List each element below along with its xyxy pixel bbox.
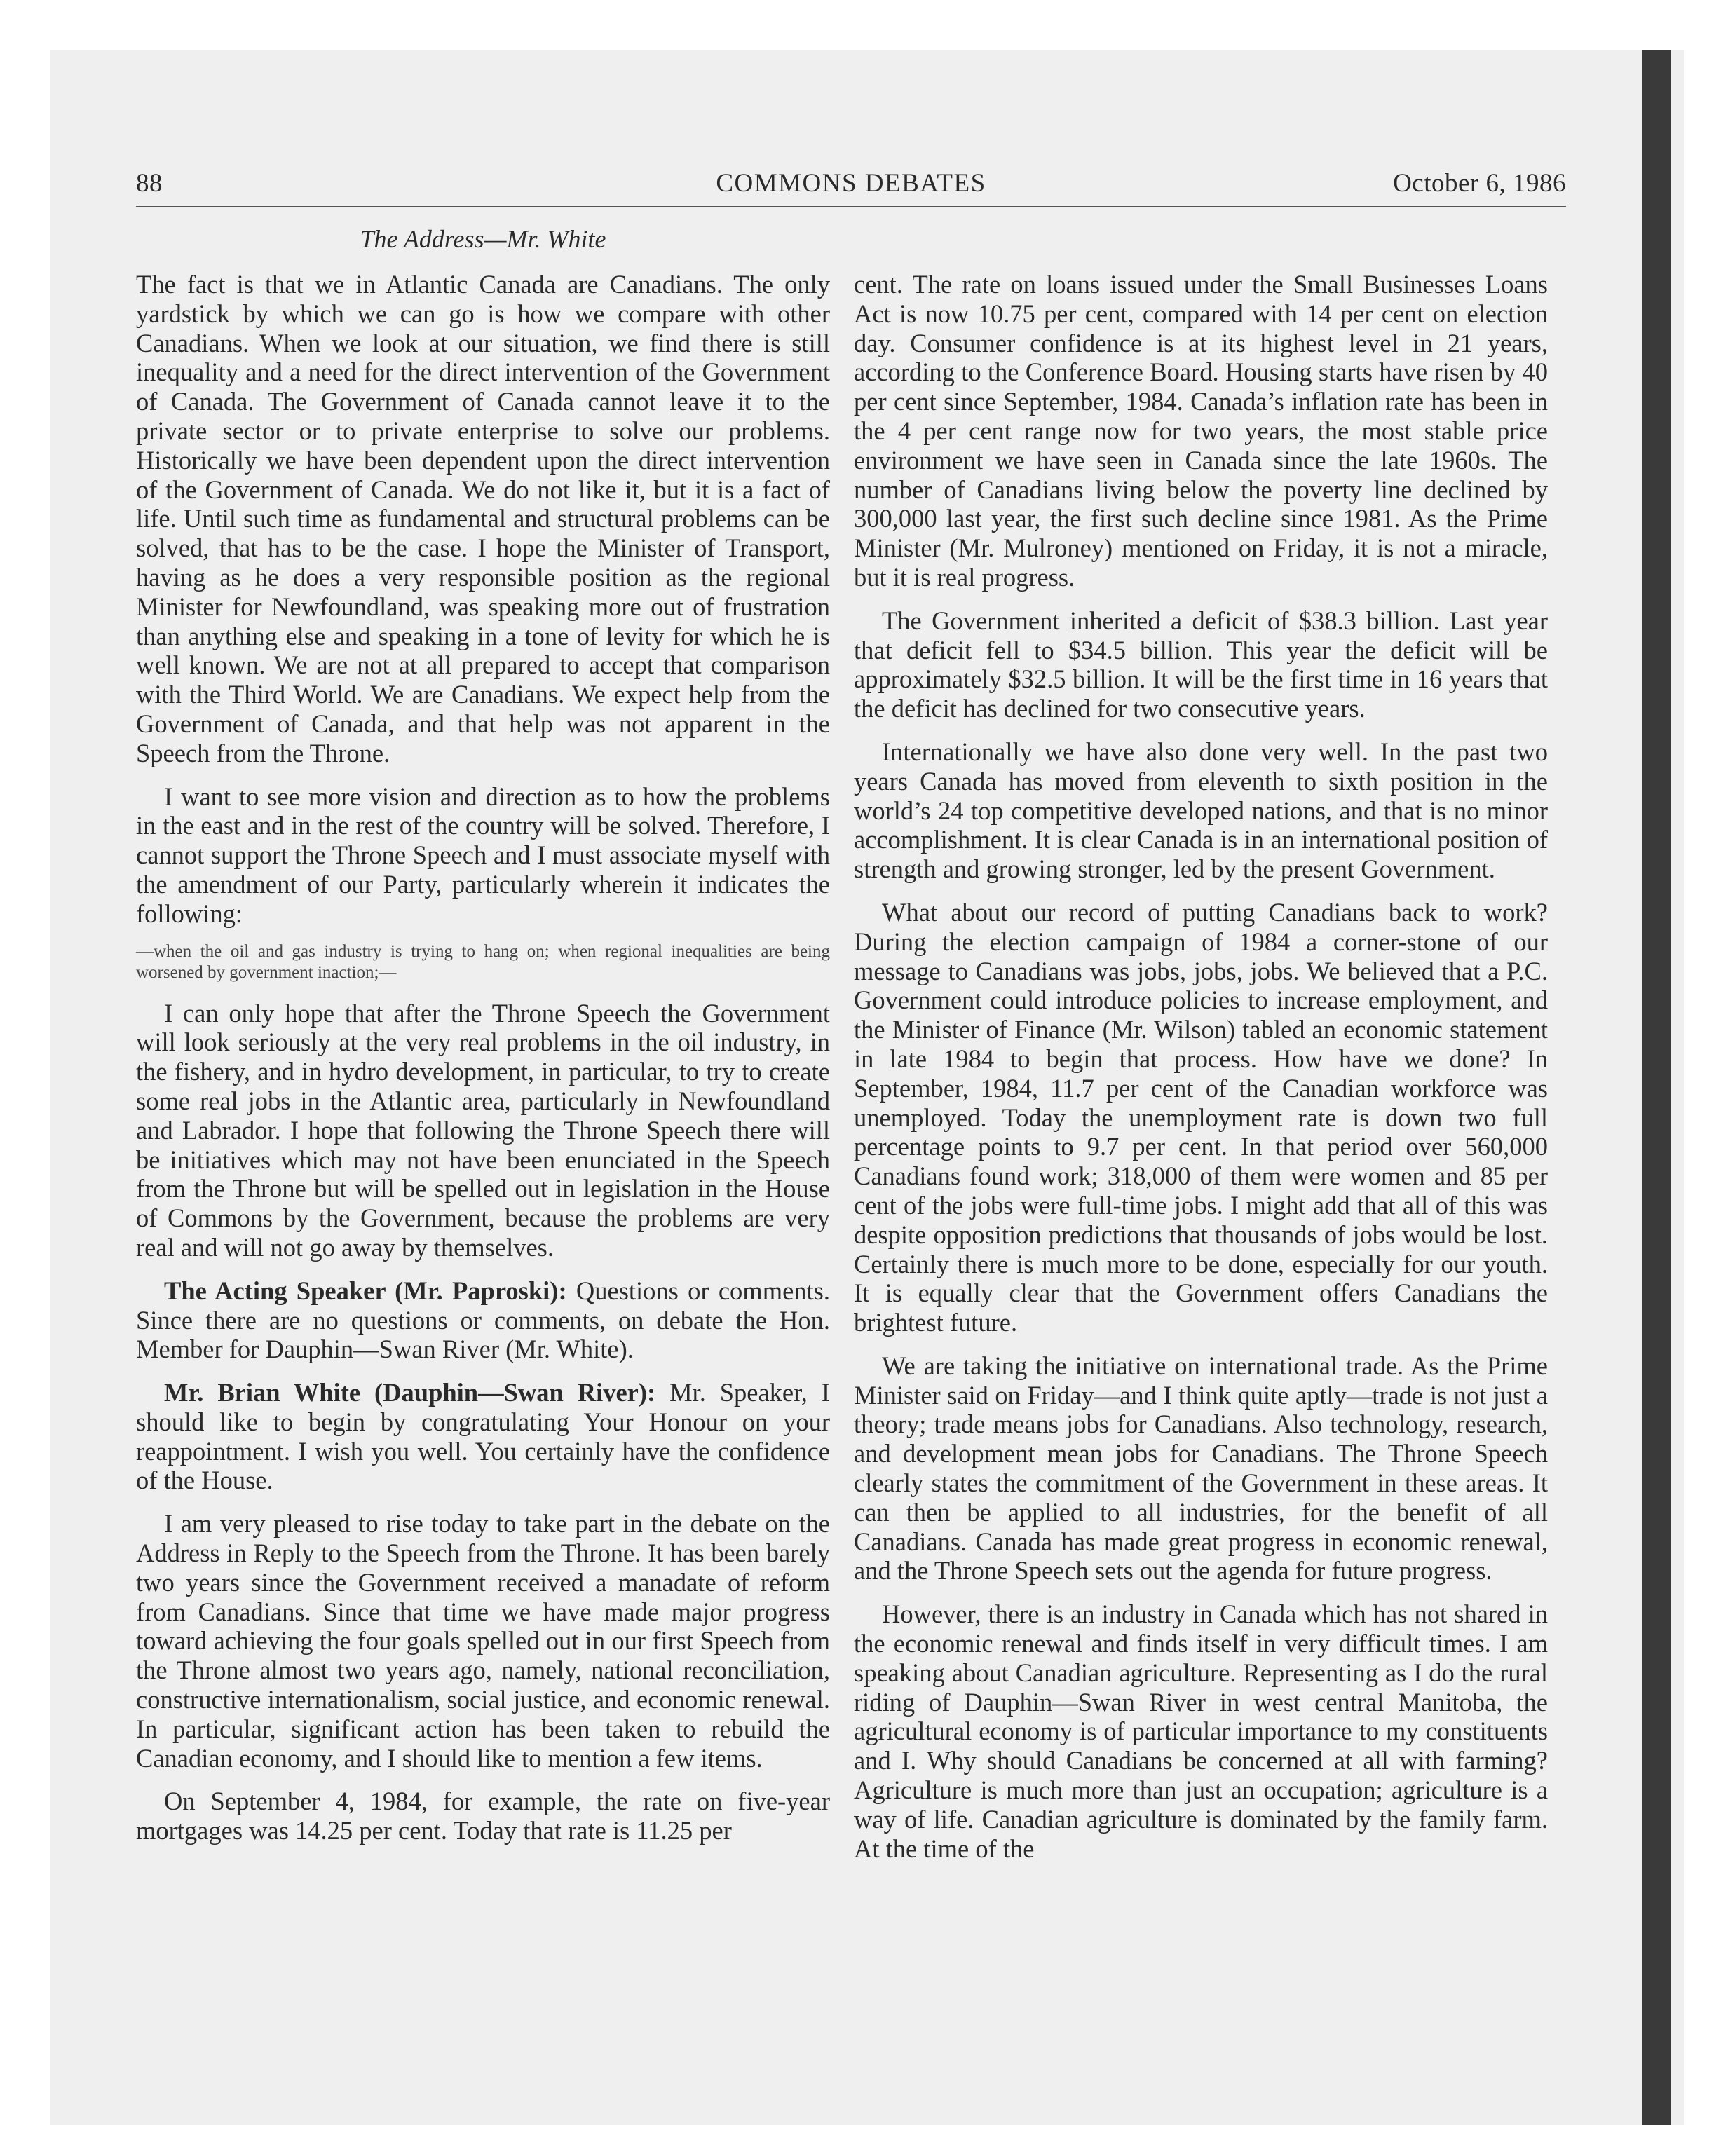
paragraph: I can only hope that after the Throne Speech the Government will look seriously at the very real problems in the oil industry, in the fishery, and in hydro development, in particular, to try to create some real jobs in the Atlantic area, particularly in Newfoundland and Labrador. I hope that following the Throne Speech there will be initiatives which may not have been enunciated in the Speech from the Throne but will be spelled out in legislation in the House of Commons by the Government, because the problems are very real and will not go away by themselves.: [136, 998, 830, 1262]
paragraph: I want to see more vision and direction as to how the problems in the east and in the rest of the country will be solved. Therefore, I cannot support the Throne Speech and I must associate myself with the amendment of our Party, particularly wherein it indicates the following:: [136, 782, 830, 928]
quoted-amendment: —when the oil and gas industry is trying to hang on; when regional inequalities are being worsened by government inaction;—: [136, 941, 830, 982]
scan-edge-shadow: [1642, 50, 1671, 2125]
publication-title: COMMONS DEBATES: [716, 169, 986, 198]
paragraph: On September 4, 1984, for example, the rate on five-year mortgages was 14.25 per cent. Today that rate is 11.25 per: [136, 1787, 830, 1845]
left-column: [136, 270, 830, 1860]
speech-text: Mr. Speaker, I should like to begin by congratulating Your Honour on your reappointment. I wish you well. You certainly have the confidence of the House.: [136, 1378, 830, 1495]
speaker-name: Mr. Brian White (Dauphin—Swan River):: [164, 1378, 656, 1407]
paragraph: I am very pleased to rise today to take part in the debate on the Address in Reply to the Speech from the Throne. It has been barely two years since the Government received a manadate of reform from Canadians. Since that time we have made major progress toward achieving the four goals spelled out in our first Speech from the Throne almost two years ago, namely, national reconciliation, constructive internationalism, social justice, and economic renewal. In particular, significant action has been taken to rebuild the Canadian economy, and I should like to mention a few items.: [136, 1509, 830, 1773]
paragraph: cent. The rate on loans issued under the Small Businesses Loans Act is now 10.75 per cent, compared with 14 per cent on election day. Consumer confidence is at its highest level in 21 years, according to the Conference Board. Housing starts have risen by 40 per cent since September, 1984. Canada’s inflation rate has been in the 4 per cent range now for two years, the most stable price environment we have seen in Canada since the late 1960s. The number of Canadians living below the poverty line declined by 300,000 last year, the first such decline since 1981. As the Prime Minister (Mr. Mulroney) mentioned on Friday, it is not a miracle, but it is real progress.: [854, 270, 1548, 592]
page-number: 88: [136, 169, 163, 198]
header-rule: [136, 206, 1566, 207]
right-column: [854, 270, 1548, 1877]
running-head: The Address—Mr. White: [360, 225, 606, 253]
paragraph: However, there is an industry in Canada which has not shared in the economic renewal and finds itself in very difficult times. I am speaking about Canadian agriculture. Representing as I do the rural riding of Dauphin—Swan River in west central Manitoba, the agricultural economy is of particular importance to my constituents and I. Why should Canadians be concerned at all with farming? Agriculture is much more than just an occupation; agriculture is a way of life. Canadian agriculture is dominated by the family farm. At the time of the: [854, 1599, 1548, 1863]
paragraph: The fact is that we in Atlantic Canada are Canadians. The only yardstick by which we can go is how we compare with other Canadians. When we look at our situation, we find there is still inequality and a need for the direct intervention of the Government of Canada. The Government of Canada cannot leave it to the private sector or to private enterprise to solve our problems. Historically we have been dependent upon the direct intervention of the Government of Canada. We do not like it, but it is a fact of life. Until such time as fundamental and structural problems can be solved, that has to be the case. I hope the Minister of Transport, having as he does a very responsible position as the regional Minister for Newfoundland, was speaking more out of frustration than anything else and speaking in a tone of levity for which he is well known. We are not at all prepared to accept that comparison with the Third World. We are Canadians. We expect help from the Government of Canada, and that help was not apparent in the Speech from the Throne.: [136, 270, 830, 767]
speaker-name: The Acting Speaker (Mr. Paproski):: [164, 1276, 567, 1305]
paragraph: Internationally we have also done very well. In the past two years Canada has moved from eleventh to sixth position in the world’s 24 top competitive developed nations, and that is no minor accomplishment. It is clear Canada is in an international position of strength and growing stronger, led by the present Government.: [854, 737, 1548, 884]
paragraph: We are taking the initiative on international trade. As the Prime Minister said on Friday—and I think quite aptly—trade is not just a theory; trade means jobs for Canadians. Also technology, research, and development mean jobs for Canadians. The Throne Speech clearly states the commitment of the Government in these areas. It can then be applied to all industries, for the benefit of all Canadians. Canada has made great progress in economic renewal, and the Throne Speech sets out the agenda for future progress.: [854, 1351, 1548, 1585]
paragraph: What about our record of putting Canadians back to work? During the election campaign of 1984 a corner-stone of our message to Canadians was jobs, jobs, jobs. We believed that a P.C. Government could introduce policies to increase employment, and the Minister of Finance (Mr. Wilson) tabled an economic statement in late 1984 to begin that process. How have we done? In September, 1984, 11.7 per cent of the Canadian workforce was unemployed. Today the unemployment rate is down two full percentage points to 9.7 per cent. In that period over 560,000 Canadians found work; 318,000 of them were women and 85 per cent of the jobs were full-time jobs. I might add that all of this was despite opposition predictions that thousands of jobs would be lost. Certainly there is much more to be done, especially for our youth. It is equally clear that the Government offers Canadians the brightest future.: [854, 897, 1548, 1337]
paragraph: [136, 1378, 830, 1495]
page-header: [136, 168, 1566, 207]
paragraph: The Government inherited a deficit of $38.3 billion. Last year that deficit fell to $34.5 billion. This year the deficit will be approximately $32.5 billion. It will be the first time in 16 years that the deficit has declined for two consecutive years.: [854, 606, 1548, 723]
publication-date: October 6, 1986: [1393, 169, 1566, 198]
paragraph: [136, 1276, 830, 1364]
speech-text: Questions or comments. Since there are no questions or comments, on debate the Hon. Member for Dauphin—Swan River (Mr. White).: [136, 1276, 831, 1364]
